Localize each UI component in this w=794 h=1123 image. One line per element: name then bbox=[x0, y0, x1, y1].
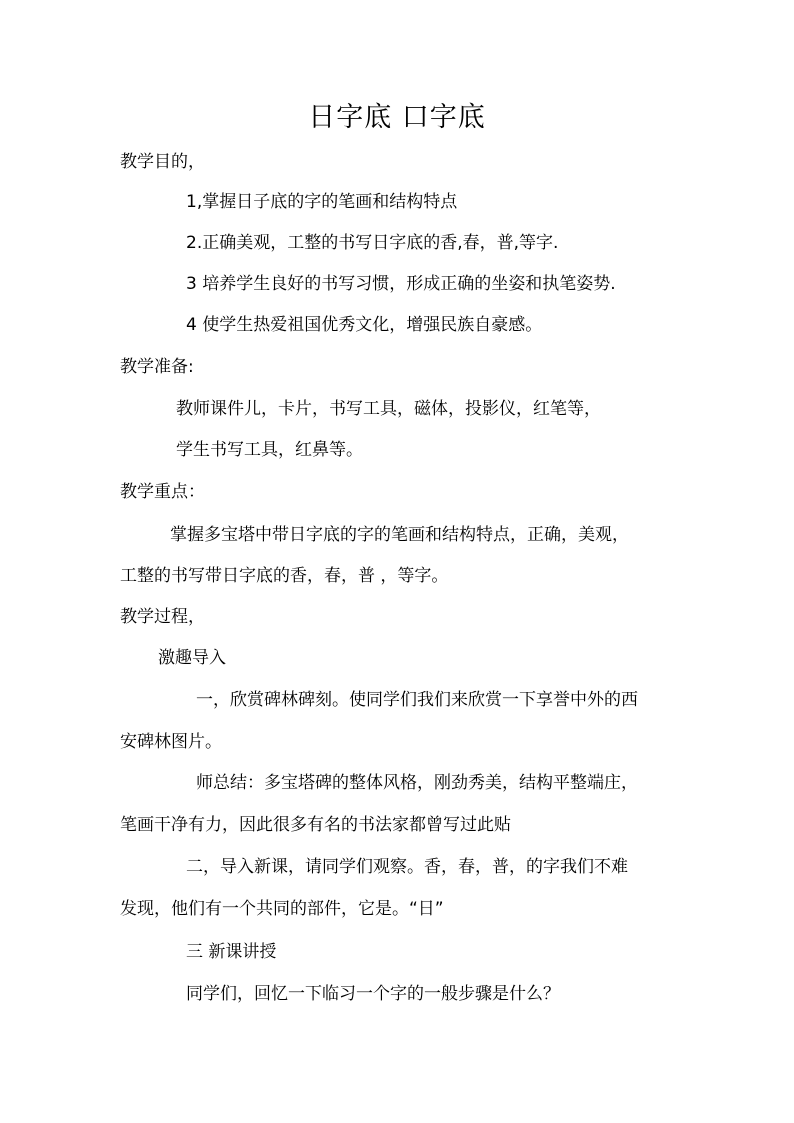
step-three-heading: 三 新课讲授 bbox=[186, 942, 277, 962]
step-three-question: 同学们，回忆一下临习一个字的一般步骤是什么？ bbox=[186, 984, 560, 1004]
preparation-student: 学生书写工具，红鼻等。 bbox=[176, 440, 363, 460]
document-title: 日字底 口字底 bbox=[308, 102, 486, 133]
objective-4: 4 使学生热爱祖国优秀文化，增强民族自豪感。 bbox=[186, 315, 543, 335]
teacher-summary-line-1: 师总结：多宝塔碑的整体风格，刚劲秀美，结构平整端庄， bbox=[196, 773, 638, 793]
heading-teaching-preparation: 教学准备: bbox=[120, 357, 194, 377]
step-two-line-2: 发现，他们有一个共同的部件，它是。“日” bbox=[120, 899, 444, 919]
process-intro: 激趣导入 bbox=[158, 648, 226, 668]
step-one-line-2: 安碑林图片。 bbox=[120, 732, 222, 752]
heading-teaching-process: 教学过程， bbox=[120, 607, 205, 627]
focus-line-2: 工整的书写带日字底的香，春，普 ，等字。 bbox=[120, 566, 449, 586]
teacher-summary-line-2: 笔画干净有力，因此很多有名的书法家都曾写过此贴 bbox=[120, 815, 511, 835]
step-two-line-1: 二，导入新课，请同学们观察。香，春，普，的字我们不难 bbox=[186, 857, 628, 877]
objective-2: 2.正确美观，工整的书写日字底的香,春，普,等字. bbox=[186, 233, 559, 253]
objective-3: 3 培养学生良好的书写习惯，形成正确的坐姿和执笔姿势. bbox=[186, 274, 616, 294]
heading-teaching-focus: 教学重点： bbox=[120, 482, 205, 502]
preparation-teacher: 教师课件儿，卡片，书写工具，磁体，投影仪，红笔等， bbox=[176, 399, 601, 419]
step-one-line-1: 一，欣赏碑林碑刻。使同学们我们来欣赏一下享誉中外的西 bbox=[196, 690, 638, 710]
objective-1: 1,掌握日子底的字的笔画和结构特点 bbox=[186, 192, 458, 212]
focus-line-1: 掌握多宝塔中带日字底的字的笔画和结构特点，正确，美观， bbox=[170, 525, 629, 545]
heading-teaching-objectives: 教学目的， bbox=[120, 152, 205, 172]
